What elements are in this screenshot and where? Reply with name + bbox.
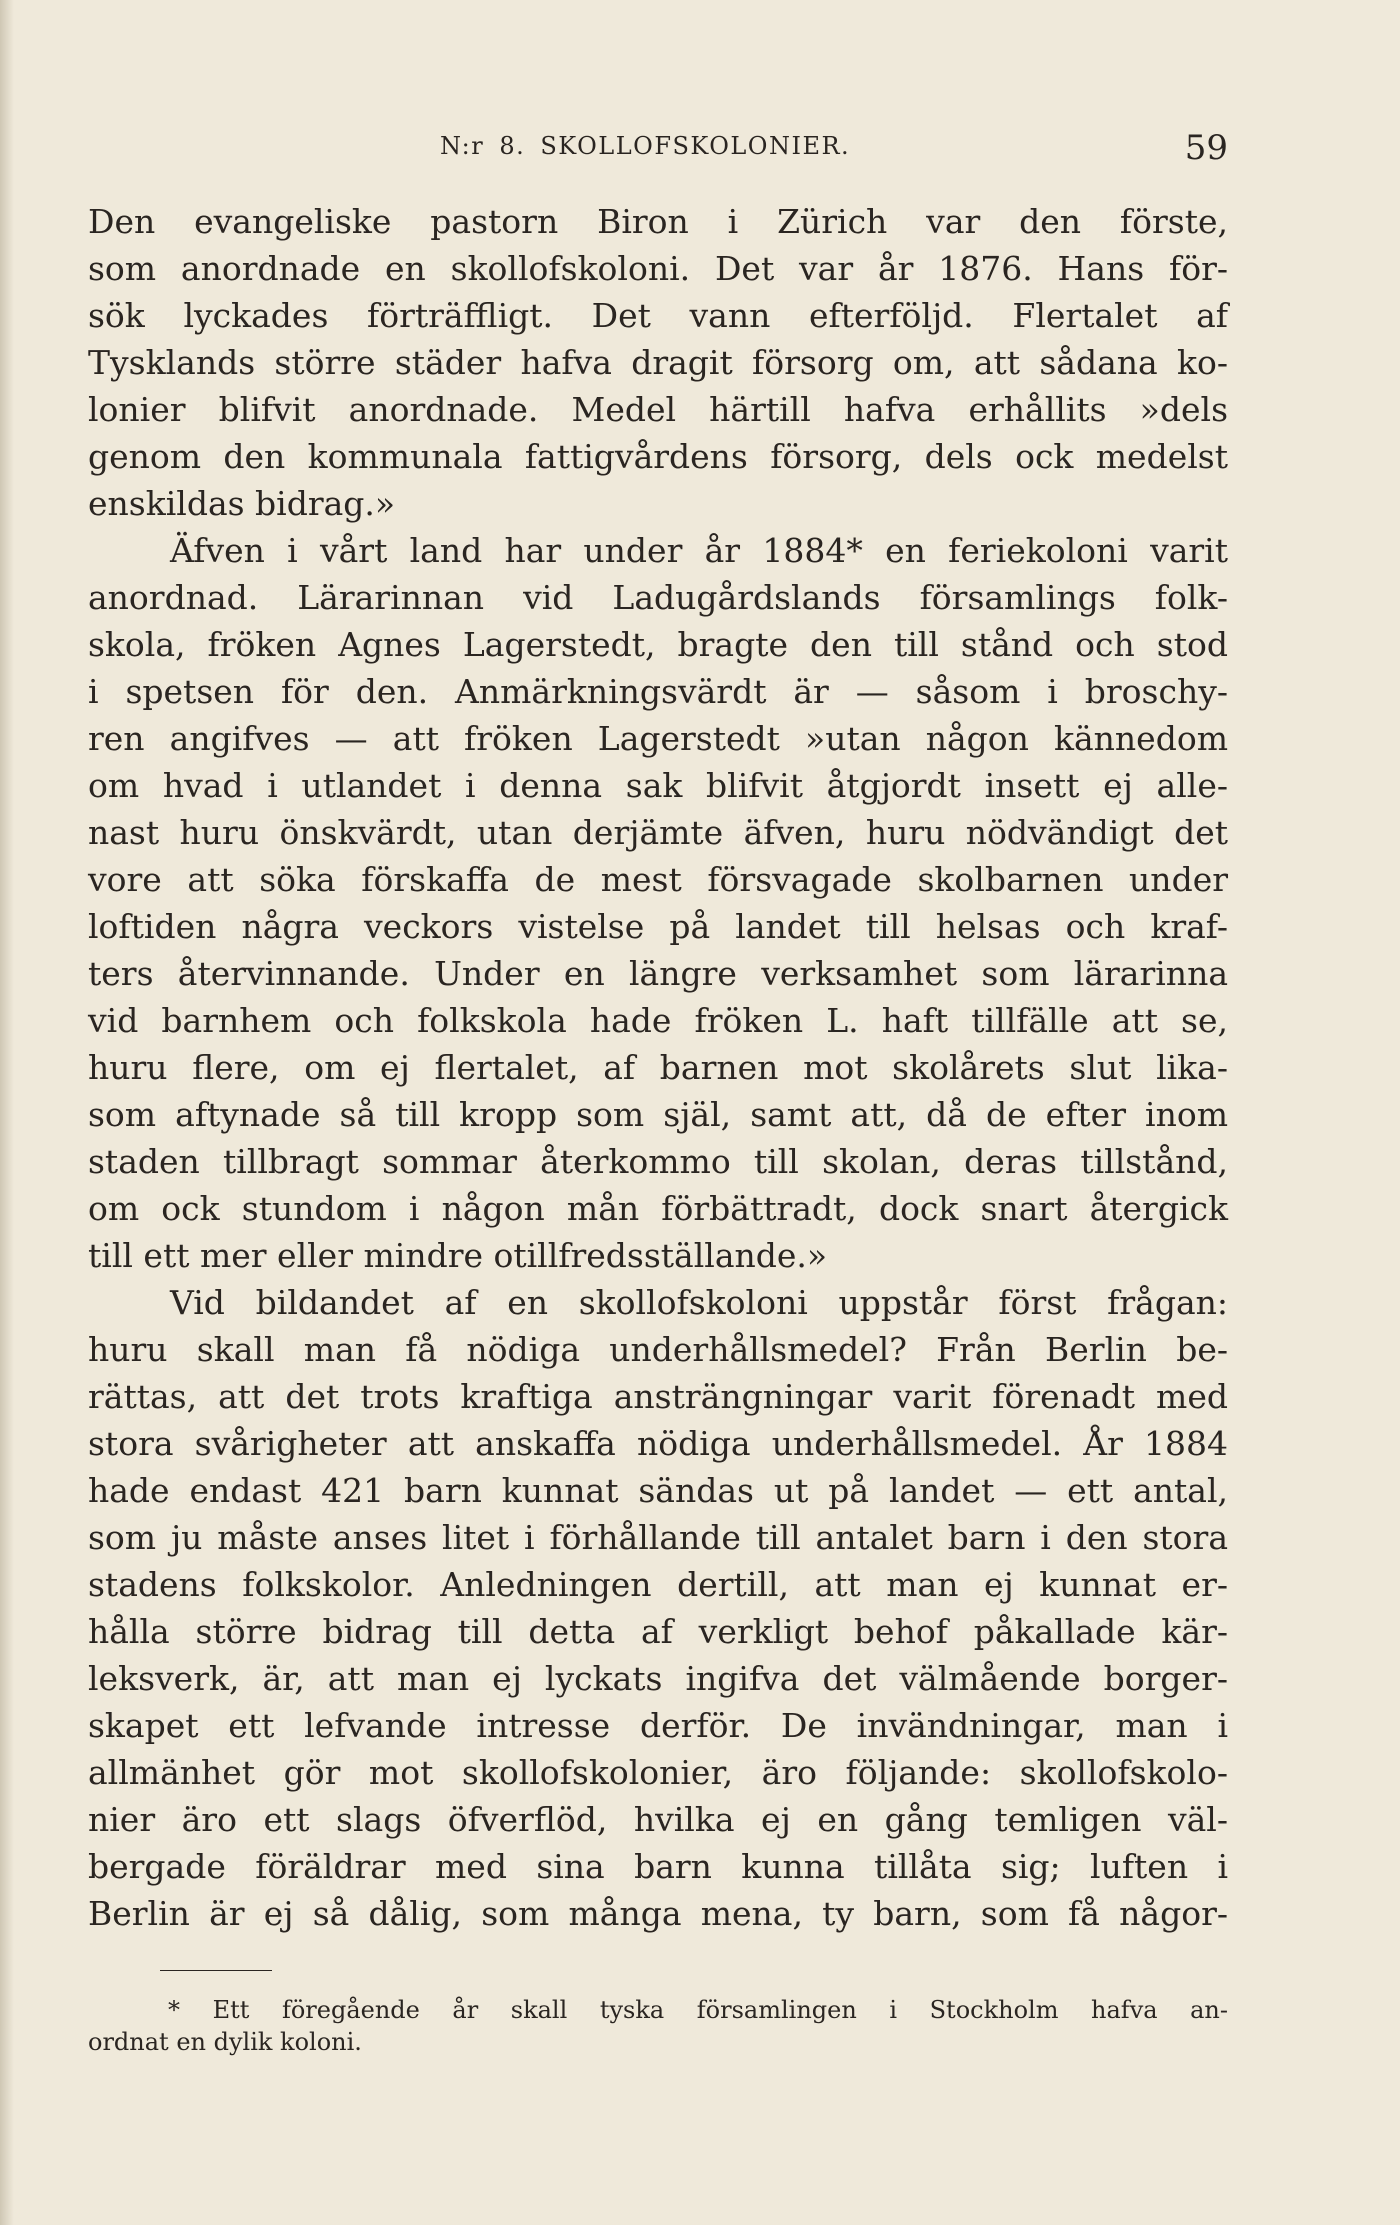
text-line: vore att söka förskaffa de mest försvagade skolbarnen under — [88, 860, 1228, 899]
text-line: som ju måste anses litet i förhållande till antalet barn i den stora — [88, 1518, 1228, 1557]
footnote-divider — [160, 1970, 272, 1971]
text-line: om ock stundom i någon mån förbättradt, dock snart återgick — [88, 1189, 1228, 1228]
text-line: stora svårigheter att anskaffa nödiga underhållsmedel. År 1884 — [88, 1424, 1228, 1463]
text-line: ren angifves — att fröken Lagerstedt »utan någon kännedom — [88, 719, 1228, 758]
text-line: hålla större bidrag till detta af verkligt behof påkallade kär- — [88, 1612, 1228, 1651]
page-number: 59 — [1184, 128, 1228, 168]
text-line: sök lyckades förträffligt. Det vann efterföljd. Flertalet af — [88, 296, 1228, 335]
footnote-line: ordnat en dylik koloni. — [88, 2028, 362, 2056]
text-line: Vid bildandet af en skollofskoloni uppstår först frågan: — [170, 1283, 1228, 1322]
text-line: leksverk, är, att man ej lyckats ingifva det välmående borger- — [88, 1659, 1228, 1698]
text-line: bergade föräldrar med sina barn kunna tillåta sig; luften i — [88, 1847, 1228, 1886]
text-line: staden tillbragt sommar återkommo till skolan, deras tillstånd, — [88, 1142, 1228, 1181]
text-line: anordnad. Lärarinnan vid Ladugårdslands församlings folk- — [88, 578, 1228, 617]
text-line: som anordnade en skollofskoloni. Det var år 1876. Hans för- — [88, 249, 1228, 288]
page-header — [88, 128, 1228, 168]
text-line: hade endast 421 barn kunnat sändas ut på landet — ett antal, — [88, 1471, 1228, 1510]
text-line: som aftynade så till kropp som själ, samt att, då de efter inom — [88, 1095, 1228, 1134]
running-head: N:r 8. SKOLLOFSKOLONIER. — [440, 132, 851, 160]
text-line: vid barnhem och folkskola hade fröken L. haft tillfälle att se, — [88, 1001, 1228, 1040]
footnote-line: * Ett föregående år skall tyska församlingen i Stockholm hafva an- — [168, 1996, 1228, 2024]
text-line: lonier blifvit anordnade. Medel härtill hafva erhållits »dels — [88, 390, 1228, 429]
text-line: Den evangeliske pastorn Biron i Zürich var den förste, — [88, 202, 1228, 241]
text-line: nier äro ett slags öfverflöd, hvilka ej en gång temligen väl- — [88, 1800, 1228, 1839]
footnote — [88, 1994, 1228, 2058]
text-line: till ett mer eller mindre otillfredsställande.» — [88, 1236, 828, 1275]
text-line: skapet ett lefvande intresse derför. De invändningar, man i — [88, 1706, 1228, 1745]
text-line: Berlin är ej så dålig, som många mena, ty barn, som få någor- — [88, 1894, 1228, 1933]
text-line: stadens folkskolor. Anledningen dertill, att man ej kunnat er- — [88, 1565, 1228, 1604]
text-line: loftiden några veckors vistelse på landet till helsas och kraf- — [88, 907, 1228, 946]
text-line: ters återvinnande. Under en längre verksamhet som lärarinna — [88, 954, 1228, 993]
body-text — [88, 198, 1228, 1937]
text-line: enskildas bidrag.» — [88, 484, 396, 523]
text-line: om hvad i utlandet i denna sak blifvit åtgjordt insett ej alle- — [88, 766, 1228, 805]
text-line: genom den kommunala fattigvårdens försorg, dels ock medelst — [88, 437, 1228, 476]
text-line: skola, fröken Agnes Lagerstedt, bragte den till stånd och stod — [88, 625, 1228, 664]
text-line: Tysklands större städer hafva dragit försorg om, att sådana ko- — [88, 343, 1228, 382]
text-line: i spetsen för den. Anmärkningsvärdt är — såsom i broschy- — [88, 672, 1228, 711]
text-line: huru skall man få nödiga underhållsmedel? Från Berlin be- — [88, 1330, 1228, 1369]
page-edge-shadow — [0, 0, 14, 2225]
text-line: Äfven i vårt land har under år 1884* en feriekoloni varit — [170, 531, 1228, 570]
text-line: allmänhet gör mot skollofskolonier, äro följande: skollofskolo- — [88, 1753, 1228, 1792]
text-line: rättas, att det trots kraftiga ansträngningar varit förenadt med — [88, 1377, 1228, 1416]
text-line: nast huru önskvärdt, utan derjämte äfven, huru nödvändigt det — [88, 813, 1228, 852]
text-line: huru flere, om ej flertalet, af barnen mot skolårets slut lika- — [88, 1048, 1228, 1087]
